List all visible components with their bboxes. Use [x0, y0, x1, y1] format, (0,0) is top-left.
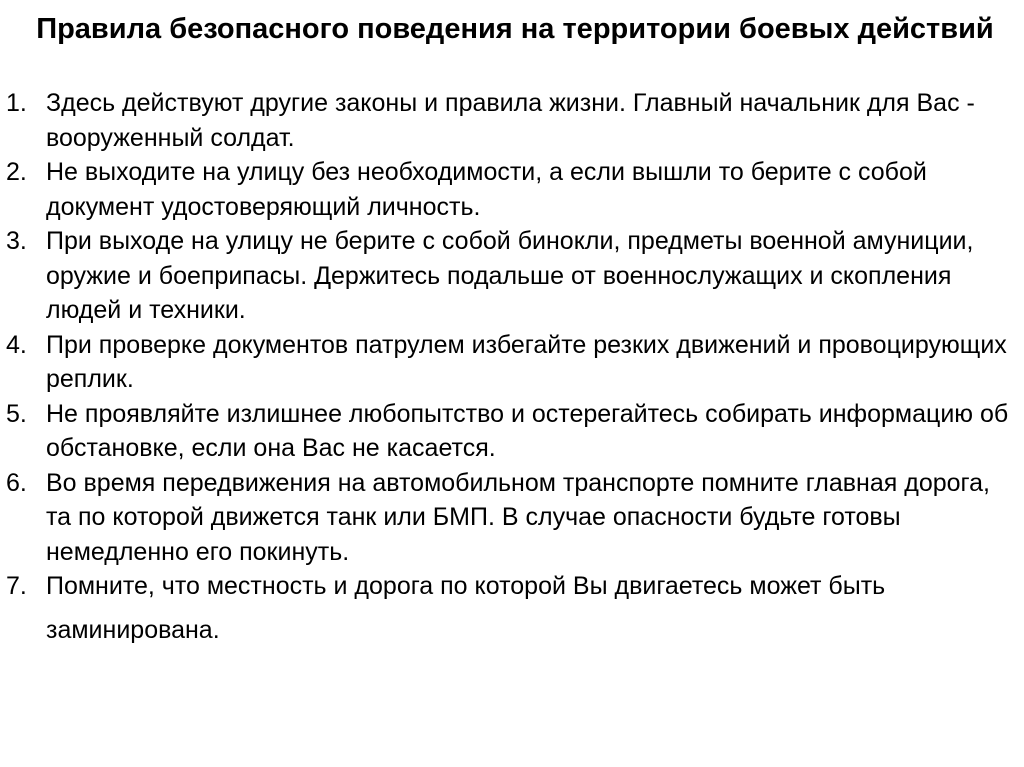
- rule-number: 2.: [6, 158, 27, 186]
- rule-number: 4.: [6, 330, 27, 359]
- list-item: [6, 224, 1016, 328]
- rule-text: При выходе на улицу не берите с собой бинокли, предметы военной амуниции, оружие и боеприпасы. Держитесь подальше от военнослужащих и скопления людей и техники.: [46, 227, 974, 324]
- rule-text: При проверке документов патрулем избегайте резких движений и провоцирующих реплик.: [46, 330, 1007, 393]
- list-item: [6, 397, 1016, 466]
- rule-number: 3.: [6, 227, 27, 255]
- rule-text: Во время передвижения на автомобильном транспорте помните главная дорога, та по которой движется танк или БМП. В случае опасности будьте готовы немедленно его покинуть.: [46, 468, 990, 566]
- rule-text: Не проявляйте излишнее любопытство и остерегайтесь собирать информацию об обстановке, если она Вас не касается.: [46, 399, 1009, 462]
- list-item: [6, 466, 1016, 570]
- slide-title: Правила безопасного поведения на территории боевых действий: [36, 13, 994, 45]
- rule-number: 6.: [6, 468, 27, 497]
- list-item: [6, 328, 1016, 397]
- rule-number: 1.: [6, 89, 27, 117]
- rule-number: 5.: [6, 399, 27, 428]
- rule-text: Здесь действуют другие законы и правила жизни. Главный начальник для Вас - вооруженный солдат.: [46, 89, 975, 152]
- list-item: [6, 155, 1016, 224]
- rule-text: Помните, что местность и дорога по которой Вы двигаетесь может быть: [46, 572, 886, 600]
- rule-number: 7.: [6, 572, 27, 600]
- rule-text-end: заминирована.: [46, 615, 220, 644]
- rules-list: [6, 86, 1016, 647]
- rule-text-wrapper: [46, 569, 1016, 647]
- list-item: [6, 569, 1016, 647]
- list-item: [6, 86, 1016, 155]
- rule-text: Не выходите на улицу без необходимости, а если вышли то берите с собой документ удостоверяющий личность.: [46, 158, 927, 221]
